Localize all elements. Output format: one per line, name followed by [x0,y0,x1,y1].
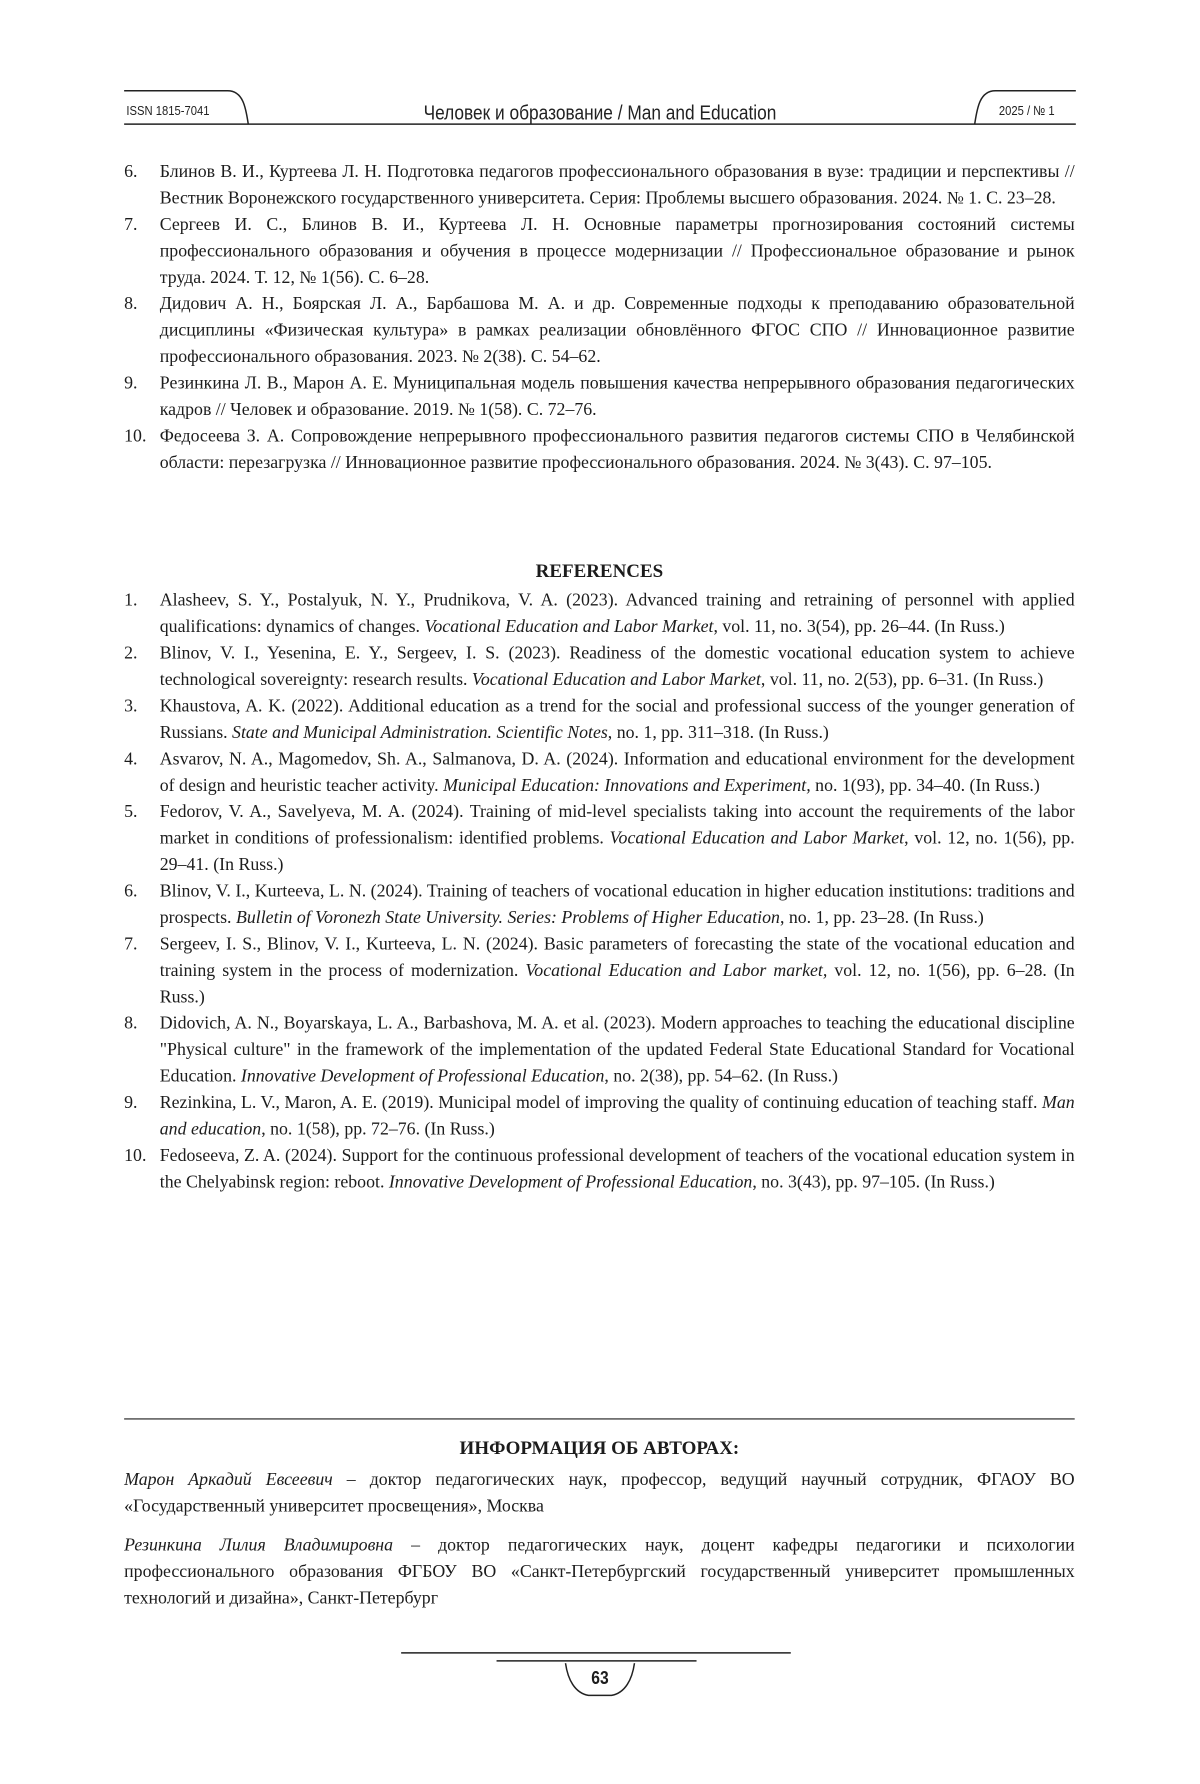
reference-number: 10. [124,423,146,449]
author-description: – доктор педагогических наук, профессор, ведущий научный сотрудник, ФГАОУ ВО «Государственный университет просвещения», Москва [124,1470,1075,1516]
section-divider [124,1418,1075,1419]
reference-source: Vocational Education and Labor Market [472,670,761,690]
issue-label: 2025 / № 1 [999,105,1055,119]
author-name: Резинкина Лилия Владимировна [124,1536,393,1556]
reference-item [124,211,1075,290]
reference-segment: Sergeev, I. S., Blinov, V. I., Kurteeva, L. N. (2024). Basic parameters of forecasting the state of the vocational education and training system in the process of modernization. [160,934,1075,980]
russian-reference-list [124,159,1075,476]
author-entry [124,1467,1075,1520]
reference-segment: Blinov, V. I., Kurteeva, L. N. (2024). Training of teachers of vocational education in higher education institutions: traditions and prospects. [160,882,1075,928]
reference-text [160,693,1075,746]
reference-segment: vol. 12, no. 1(56), pp. 6–28. (In Russ.) [160,961,1075,1007]
reference-source: Vocational Education and Labor Market [424,617,713,637]
reference-number: 10. [124,1143,146,1169]
reference-number: 6. [124,159,137,185]
author-entry [124,1532,1075,1611]
reference-text [160,370,1075,423]
reference-item [124,746,1075,799]
reference-number: 8. [124,1010,137,1036]
reference-number: 5. [124,799,137,825]
reference-segment: Asvarov, N. A., Magomedov, Sh. A., Salmanova, D. A. (2024). Information and educational environment for the development of design and heuristic teacher activity. [160,749,1075,795]
references-list [124,587,1075,1195]
authors-heading: ИНФОРМАЦИЯ ОБ АВТОРАХ: [124,1437,1075,1460]
reference-segment: Резинкина Л. В., Марон А. Е. Муниципальная модель повышения качества непрерывного образования педагогических кадров // Человек и образование. 2019. № 1(58). С. 72–76. [160,374,1075,420]
reference-text [160,211,1075,290]
reference-segment: Blinov, V. I., Yesenina, E. Y., Sergeev, I. S. (2023). Readiness of the domestic vocational education system to achieve technological sovereignty: research results. [160,644,1075,690]
reference-segment: no. 1(93), pp. 34–40. (In Russ.) [811,776,1040,796]
reference-segment: , vol. 11, no. 3(54), pp. 26–44. (In Russ.) [713,617,1004,637]
reference-segment: Khaustova, A. K. (2022). Additional education as a trend for the social and professional success of the younger generation of Russians. [160,697,1075,743]
authors-info [124,1467,1075,1612]
reference-source: State and Municipal Administration. Scientific Notes [232,723,608,743]
reference-item [124,931,1075,1010]
reference-segment: , no. 1, pp. 311–318. (In Russ.) [608,723,829,743]
reference-text [160,291,1075,370]
reference-segment: Блинов В. И., Куртеева Л. Н. Подготовка педагогов профессионального образования в вузе: традиции и перспективы // Вестник Воронежского государственного университета. Серия: Проблемы высшего образования. 2024. № 1. С. 23–28. [160,162,1075,208]
reference-source: Innovative Development of Professional Education [241,1067,604,1087]
reference-segment: , no. 1(58), pp. 72–76. (In Russ.) [261,1120,495,1140]
reference-segment: Сергеев И. С., Блинов В. И., Куртеева Л. Н. Основные параметры прогнозирования состояний системы профессионального образования и обучения в процессе модернизации // Профессиональное образование и рынок труда. 2024. Т. 12, № 1(56). С. 6–28. [160,215,1075,287]
reference-item [124,291,1075,370]
reference-number: 1. [124,587,137,613]
reference-source: Man and education [160,1093,1075,1139]
reference-item [124,878,1075,931]
reference-source: Municipal Education: Innovations and Experiment, [443,776,811,796]
reference-text [160,931,1075,1010]
reference-text [160,587,1075,640]
reference-number: 7. [124,211,137,237]
reference-segment: Fedoseeva, Z. A. (2024). Support for the continuous professional development of teachers of the vocational education system in the Chelyabinsk region: reboot. [160,1146,1075,1192]
reference-source: Innovative Development of Professional Education [389,1172,752,1192]
reference-text [160,746,1075,799]
reference-segment: Rezinkina, L. V., Maron, A. E. (2019). Municipal model of improving the quality of continuing education of teaching staff. [160,1093,1042,1113]
reference-segment: , no. 1, pp. 23–28. (In Russ.) [780,908,984,928]
page-number: 63 [557,1669,643,1690]
journal-title: Человек и образование / Man and Education [381,101,820,125]
reference-item [124,1010,1075,1089]
reference-text [160,878,1075,931]
reference-text [160,423,1075,476]
reference-segment: Fedorov, V. A., Savelyeva, M. A. (2024). Training of mid-level specialists taking into account the requirements of the labor market in conditions of professionalism: identified problems. [160,802,1075,848]
journal-page [0,0,1200,1784]
reference-number: 2. [124,640,137,666]
reference-number: 3. [124,693,137,719]
reference-segment: , vol. 12, no. 1(56), pp. 29–41. (In Russ.) [160,829,1075,875]
issn-label: ISSN 1815-7041 [126,105,209,119]
reference-number: 9. [124,1090,137,1116]
reference-item [124,640,1075,693]
reference-segment: Дидович А. Н., Боярская Л. А., Барбашова М. А. и др. Современные подходы к преподаванию образовательной дисциплины «Физическая культура» в рамках реализации обновлённого ФГОС СПО // Инновационное развитие профессионального образования. 2023. № 2(38). С. 54–62. [160,294,1075,366]
header-rule [0,0,1200,149]
reference-segment: , vol. 11, no. 2(53), pp. 6–31. (In Russ.) [761,670,1043,690]
reference-item [124,1090,1075,1143]
reference-source: Vocational Education and Labor Market [610,829,904,849]
references-heading: REFERENCES [124,560,1075,583]
reference-source: Bulletin of Voronezh State University. Series: Problems of Higher Education [236,908,780,928]
author-description: – доктор педагогических наук, доцент кафедры педагогики и психологии профессионального образования ФГБОУ ВО «Санкт-Петербургский государственный университет промышленных технологий и дизайна», Санкт-Петербург [124,1536,1075,1608]
reference-number: 6. [124,878,137,904]
reference-text [160,1090,1075,1143]
reference-text [160,1143,1075,1196]
reference-item [124,423,1075,476]
reference-text [160,640,1075,693]
reference-number: 4. [124,746,137,772]
reference-source: Vocational Education and Labor market, [525,961,827,981]
reference-number: 8. [124,291,137,317]
reference-number: 7. [124,931,137,957]
reference-text [160,159,1075,212]
reference-item [124,370,1075,423]
reference-item [124,159,1075,212]
reference-item [124,1143,1075,1196]
reference-text [160,1010,1075,1089]
reference-segment: , no. 2(38), pp. 54–62. (In Russ.) [604,1067,838,1087]
reference-item [124,587,1075,640]
reference-segment: , no. 3(43), pp. 97–105. (In Russ.) [752,1172,994,1192]
reference-segment: Федосеева З. А. Сопровождение непрерывного профессионального развития педагогов системы СПО в Челябинской области: перезагрузка // Инновационное развитие профессионального образования. 2024. № 3(43). С. 97–105. [160,426,1075,472]
reference-segment: Didovich, A. N., Boyarskaya, L. A., Barbashova, M. A. et al. (2023). Modern approaches to teaching the educational discipline "Physical culture" in the framework of the implementation of the updated Federal State Educational Standard for Vocational Education. [160,1014,1075,1086]
reference-segment: Alasheev, S. Y., Postalyuk, N. Y., Prudnikova, V. A. (2023). Advanced training and retraining of personnel with applied qualifications: dynamics of changes. [160,591,1075,637]
reference-number: 9. [124,370,137,396]
reference-text [160,799,1075,878]
reference-item [124,799,1075,878]
reference-item [124,693,1075,746]
author-name: Марон Аркадий Евсеевич [124,1470,333,1490]
